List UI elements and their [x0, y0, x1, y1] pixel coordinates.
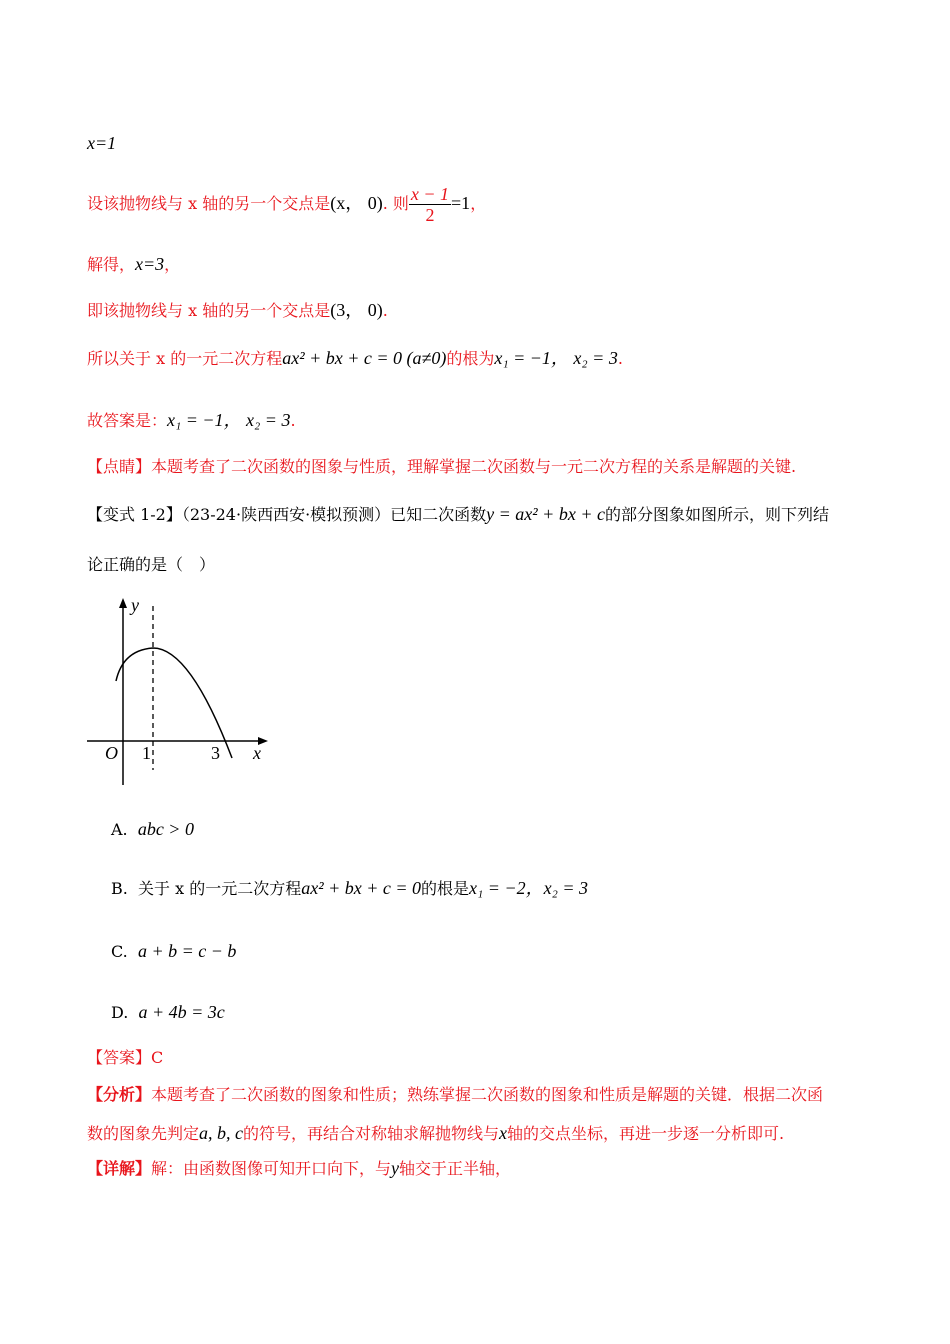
fraction: $\frac{x - 1}{2}$ — [410, 184, 450, 225]
analysis-line-2: 数的图象先判定a, b, c的符号，再结合对称轴求解抛物线与x轴的交点坐标，再进一步逐一分析即可. — [87, 1123, 785, 1143]
question-stem: 【变式 1-2】（23-24·陕西西安·模拟预测）已知二次函数y = ax² + bx + c的部分图象如图所示，则下列结 — [87, 504, 829, 524]
line-other-intersection: 设该抛物线与 x 轴的另一个交点是(x， 0). 则 $\frac{x - 1}{2}$ =1， — [87, 184, 487, 225]
option-c[interactable]: C. a + b = c − b — [111, 941, 237, 961]
y-axis-arrow — [119, 598, 127, 608]
y-label: y — [131, 595, 139, 615]
detail-line: 【详解】解：由函数图像可知开口向下，与y轴交于正半轴， — [87, 1158, 512, 1178]
line-comment: 【点睛】本题考查了二次函数的图象与性质，理解掌握二次函数与一元二次方程的关系是解题的关键. — [87, 457, 797, 476]
tick-1: 1 — [142, 743, 151, 763]
option-d[interactable]: D. a + 4b = 3c — [111, 1002, 225, 1022]
line-solve: 解得，x=3， — [87, 254, 181, 274]
answer-line: 【答案】C — [87, 1048, 164, 1067]
question-stem-cont: 论正确的是（ ） — [87, 555, 216, 574]
line-x-equals-1: x=1 — [87, 133, 117, 153]
line-intersection-point: 即该抛物线与 x 轴的另一个交点是(3， 0). — [87, 300, 388, 320]
line-roots: 所以关于 x 的一元二次方程ax² + bx + c = 0 (a≠0)的根为x₁ = −1， x₂ = 3. — [87, 348, 623, 368]
tick-3: 3 — [211, 743, 220, 763]
analysis-line-1: 【分析】本题考查了二次函数的图象和性质；熟练掌握二次函数的图象和性质是解题的关键．根据二次函 — [87, 1085, 824, 1104]
option-a[interactable]: A. abc > 0 — [111, 819, 194, 839]
x-label: x — [253, 743, 261, 763]
origin-label: O — [105, 743, 118, 763]
line-answer-roots: 故答案是：x₁ = −1， x₂ = 3. — [87, 410, 296, 430]
option-b[interactable]: B. 关于 x 的一元二次方程ax² + bx + c = 0的根是x₁ = −2，x₂ = 3 — [111, 878, 588, 898]
